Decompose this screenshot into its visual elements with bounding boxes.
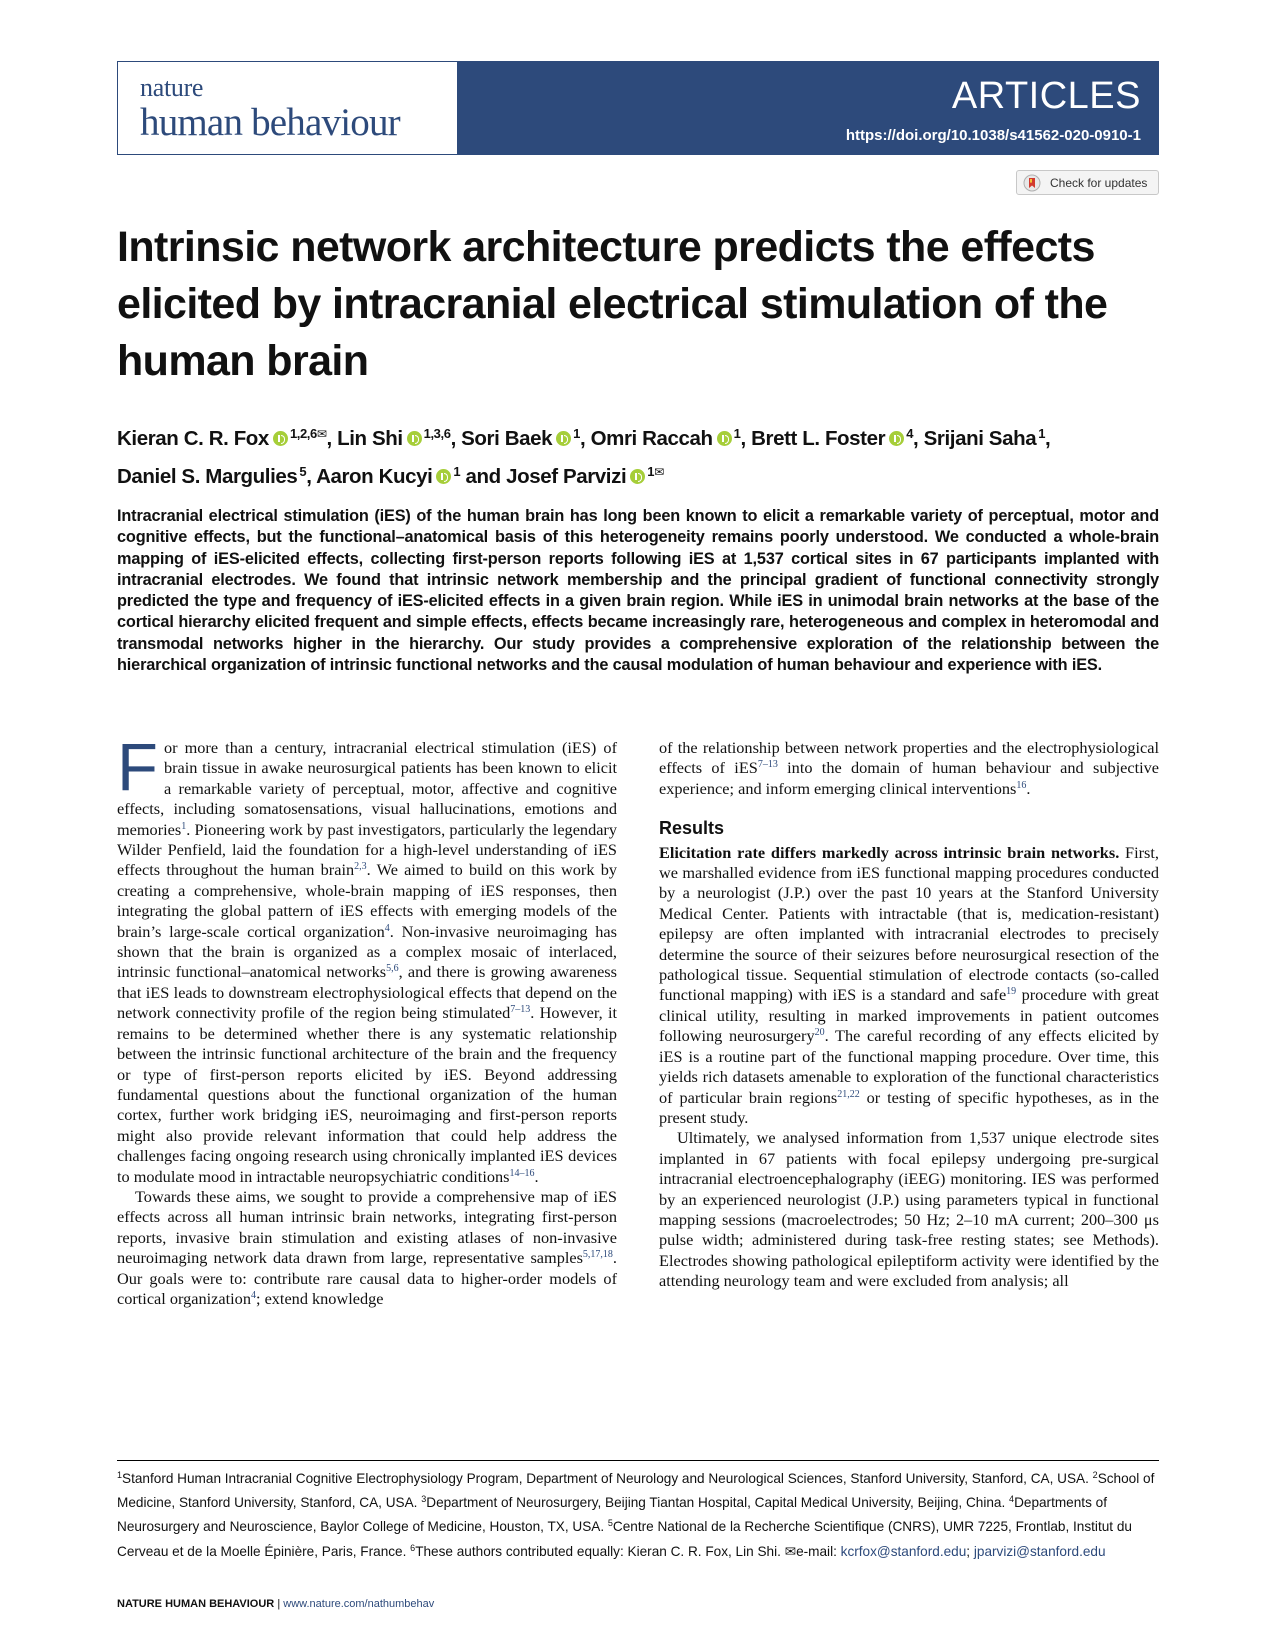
author-affiliation: 1 <box>733 426 741 441</box>
author-separator: , <box>740 427 752 450</box>
orcid-icon[interactable] <box>556 431 571 446</box>
email-label: e-mail: <box>796 1543 841 1559</box>
body-text: . However, it remains to be determined whether there is any systematic relationship between the intrinsic functional architecture of the brain and the frequency or type of first-person reports elicited by iES. Beyond addressing fundamental questions about the functional organization of the human cortex, further work bridging iES, neuroimaging and first-person reports might also provide relevant information that could help address the challenges facing ongoing research using chronically implanted iES devices to modulate mood in intractable neuropsychiatric conditions <box>117 1003 617 1186</box>
email-separator: ; <box>966 1543 974 1559</box>
body-text: or more than a century, intracranial electrical stimulation (iES) of brain tissue in awake neurosurgical patients has been known to elicit a remarkable variety of perceptual, motor, affective and cognitive effects, including somatosensations, visual hallucinations, emotions and memories <box>117 738 617 839</box>
author-separator: , <box>306 465 317 488</box>
affiliation-footnotes <box>117 1465 1167 1562</box>
author-affiliation: 1 <box>453 464 461 479</box>
intro-paragraph-2 <box>117 1187 617 1309</box>
orcid-icon[interactable] <box>630 469 645 484</box>
intro-paragraph-2-continued <box>659 738 1159 799</box>
journal-footer <box>117 1598 434 1610</box>
author-separator: , <box>913 427 924 450</box>
footnote-number: 4 <box>1009 1494 1015 1505</box>
author-name: Sori Baek <box>461 427 553 450</box>
intro-paragraph-1-text <box>117 730 617 1186</box>
citation-ref[interactable]: 20 <box>814 1027 825 1039</box>
footnote-text: Stanford Human Intracranial Cognitive Electrophysiology Program, Department of Neurology and Neurological Sciences, Stanford University, Stanford, CA, USA. <box>122 1471 1093 1486</box>
journal-logo-nature: nature <box>140 73 204 102</box>
author-separator: , <box>1045 427 1051 450</box>
author-name: Lin Shi <box>337 427 403 450</box>
citation-ref[interactable]: 4 <box>384 922 390 934</box>
author-name: Kieran C. R. Fox <box>117 427 269 450</box>
citation-ref[interactable]: 7–13 <box>757 759 778 771</box>
body-text: Towards these aims, we sought to provide a comprehensive map of iES effects across all human intrinsic brain networks, integrating first-person reports, invasive brain stimulation and existing atlases of non-invasive neuroimaging network data drawn from large, representative samples <box>117 1186 617 1268</box>
citation-ref[interactable]: 5,17,18 <box>582 1249 613 1261</box>
body-text: . <box>534 1166 539 1186</box>
author-affiliation: 1,3,6 <box>423 426 451 441</box>
body-text: . Pioneering work by past investigators, particularly the legendary Wilder Penfield, laid the foundation for a high-level understanding of iES effects throughout the human brain <box>117 819 617 880</box>
footnote-text: These authors contributed equally: Kieran C. R. Fox, Lin Shi. <box>415 1543 785 1559</box>
body-text: . The careful recording of any effects elicited by iES is a routine part of the functional mapping procedure. Over time, this yields rich datasets amenable to exploration of the functional characteristics of particular brain regions <box>659 1026 1159 1107</box>
author-separator: and <box>460 465 507 488</box>
body-text: or testing of specific hypotheses, as in the present study. <box>659 1087 1160 1127</box>
article-title: Intrinsic network architecture predicts the effects elicited by intracranial electrical stimulation of the human brain <box>117 223 1108 385</box>
body-column-left <box>117 730 617 1309</box>
body-column-right <box>659 738 1159 1292</box>
body-text: into the domain of human behaviour and subjective experience; and inform emerging clinical interventions <box>659 758 1159 798</box>
footer-journal-url[interactable]: www.nature.com/nathumbehav <box>283 1598 435 1610</box>
footnote-rule <box>117 1460 1159 1461</box>
orcid-icon[interactable] <box>436 469 451 484</box>
footnote-text: Department of Neurosurgery, Beijing Tiantan Hospital, Capital Medical University, Beijing, China. <box>426 1495 1010 1511</box>
body-text: of the relationship between network properties and the electrophysiological effects of iES <box>659 738 1159 778</box>
corresponding-author-icon: ✉ <box>316 427 327 441</box>
citation-ref[interactable]: 5,6 <box>386 963 399 975</box>
citation-ref[interactable]: 4 <box>250 1289 256 1301</box>
citation-ref[interactable]: 21,22 <box>837 1088 860 1100</box>
author-name: Aaron Kucyi <box>316 465 433 488</box>
intro-paragraph-2-continued-text <box>659 738 1159 798</box>
body-text: . <box>1026 778 1031 798</box>
email-link[interactable]: jparvizi@stanford.edu <box>973 1543 1106 1559</box>
citation-ref[interactable]: 2,3 <box>354 861 367 873</box>
author-affiliation: 4 <box>906 426 914 441</box>
author-name: Brett L. Foster <box>751 427 886 450</box>
results-run-in-heading: Elicitation rate differs markedly across intrinsic brain networks. <box>659 842 1120 862</box>
author-affiliation: 1 <box>647 464 655 479</box>
author-affiliation: 1,2,6 <box>289 426 317 441</box>
check-for-updates-label: Check for updates <box>1050 175 1148 190</box>
section-label: ARTICLES <box>951 75 1141 117</box>
author-name: Omri Raccah <box>590 427 713 450</box>
footnote-number: 5 <box>607 1518 613 1529</box>
body-text: procedure with great clinical utility, resulting in marked improvements in patient outcomes following neurosurgery <box>659 985 1159 1046</box>
journal-logo-name: human behaviour <box>140 101 400 144</box>
body-text: First, we marshalled evidence from iES functional mapping procedures conducted by a neurologist (J.P.) over the past 10 years at the Stanford University Medical Center. Patients with intractable (that is, medication-resistant) epilepsy are often implanted with intracranial electrodes to precisely determine the source of their seizures before neurosurgical resection of the pathological tissue. Sequential stimulation of electrode contacts (so-called functional mapping) with iES is a standard and safe <box>659 842 1159 1005</box>
section-heading-results: Results <box>659 818 725 839</box>
footnote-number: 2 <box>1092 1470 1098 1480</box>
orcid-icon[interactable] <box>407 431 422 446</box>
journal-logo-box <box>117 61 458 155</box>
results-paragraph-2 <box>659 1128 1159 1291</box>
corresponding-author-icon: ✉ <box>654 465 664 479</box>
email-icon: ✉ <box>784 1543 797 1559</box>
email-link[interactable]: kcrfox@stanford.edu <box>840 1543 967 1559</box>
author-affiliation: 1 <box>573 426 580 441</box>
author-affiliation: 5 <box>299 464 307 479</box>
intro-paragraph-2-text <box>117 1187 617 1308</box>
citation-ref[interactable]: 7–13 <box>510 1004 531 1016</box>
citation-ref[interactable]: 14–16 <box>509 1167 535 1179</box>
drop-cap: F <box>117 730 158 805</box>
doi-link[interactable]: https://doi.org/10.1038/s41562-020-0910-1 <box>845 127 1141 144</box>
abstract: Intracranial electrical stimulation (iES) of the human brain has long been known to elicit a remarkable variety of perceptual, motor and cognitive effects, but the functional–anatomical basis of this heterogeneity remains poorly understood. We conducted a whole-brain mapping of iES-elicited effects, collecting first-person reports following iES at 1,537 cortical sites in 67 participants implanted with intracranial electrodes. We found that intrinsic network membership and the principal gradient of functional connectivity strongly predicted the type and frequency of iES-elicited effects in a given brain region. While iES in unimodal brain networks at the base of the cortical hierarchy elicited frequent and simple effects, effects became increasingly rare, heterogeneous and complex in heteromodal and transmodal networks higher in the hierarchy. Our study provides a comprehensive exploration of the relationship between the hierarchical organization of intrinsic functional networks and the causal modulation of human behaviour and experience with iES. <box>117 507 1159 675</box>
footer-journal-name: NATURE HUMAN BEHAVIOUR <box>117 1598 275 1610</box>
footnote-text: School of Medicine, Stanford University, Stanford, CA, USA. <box>117 1471 1155 1511</box>
results-paragraph-1-text <box>659 843 1159 1127</box>
footer-separator: | <box>274 1598 284 1610</box>
body-text: ; extend knowledge <box>255 1288 384 1308</box>
author-name: Srijani Saha <box>923 427 1037 450</box>
footnote-number: 6 <box>410 1542 416 1553</box>
citation-ref[interactable]: 1 <box>181 820 187 832</box>
body-text: , and there is growing awareness that iES leads to downstream electrophysiological effects that depend on the network connectivity profile of the region being stimulated <box>117 962 617 1023</box>
author-list <box>117 417 1167 493</box>
orcid-icon[interactable] <box>273 431 288 446</box>
citation-ref[interactable]: 19 <box>1006 986 1017 998</box>
footnote-number: 1 <box>117 1470 123 1480</box>
author-name: Josef Parvizi <box>506 465 627 488</box>
author-separator: , <box>326 427 338 450</box>
check-for-updates-button[interactable] <box>1016 170 1159 195</box>
results-paragraph-2-text <box>659 1128 1159 1290</box>
bookmark-update-icon <box>1023 174 1041 192</box>
body-text: Ultimately, we analysed information from 1,537 unique electrode sites implanted in 67 patients with focal epilepsy undergoing pre-surgical intracranial electroencephalography (iEEG) monitoring. IES was performed by an experienced neurologist (J.P.) using parameters typical in functional mapping sessions (macroelectrodes; 50 Hz; 2–10 mA current; 200–300 μs pulse width; administered during task-free resting states; see Methods). Electrodes showing pathological epileptiform activity were identified by the attending neurology team and were excluded from analysis; all <box>659 1128 1159 1291</box>
body-text: . Our goals were to: contribute rare causal data to higher-order models of cortical organization <box>117 1248 617 1308</box>
masthead-banner <box>458 61 1159 155</box>
footnote-text: Departments of Neurosurgery and Neuroscience, Baylor College of Medicine, Houston, TX, USA. <box>117 1495 1107 1535</box>
author-separator: , <box>450 427 462 450</box>
body-text: . We aimed to build on this work by creating a comprehensive, whole-brain mapping of iES responses, then integrating the global pattern of iES effects with emerging models of the brain’s large-scale cortical organization <box>117 860 617 941</box>
intro-paragraph-1 <box>117 730 617 1187</box>
results-paragraph-1 <box>659 843 1159 1129</box>
footnote-number: 3 <box>421 1494 427 1505</box>
citation-ref[interactable]: 16 <box>1016 779 1027 791</box>
orcid-icon[interactable] <box>889 431 904 446</box>
orcid-icon[interactable] <box>717 431 732 446</box>
author-affiliation: 1 <box>1038 426 1046 441</box>
author-name: Daniel S. Margulies <box>117 465 298 488</box>
author-separator: , <box>579 427 591 450</box>
footnote-text: Centre National de la Recherche Scientifique (CNRS), UMR 7225, Frontlab, Institut du Cerveau et de la Moelle Épinière, Paris, France. <box>117 1519 1132 1559</box>
body-text: . Non-invasive neuroimaging has shown that the brain is organized as a complex mosaic of interlaced, intrinsic functional–anatomical networks <box>117 921 617 982</box>
